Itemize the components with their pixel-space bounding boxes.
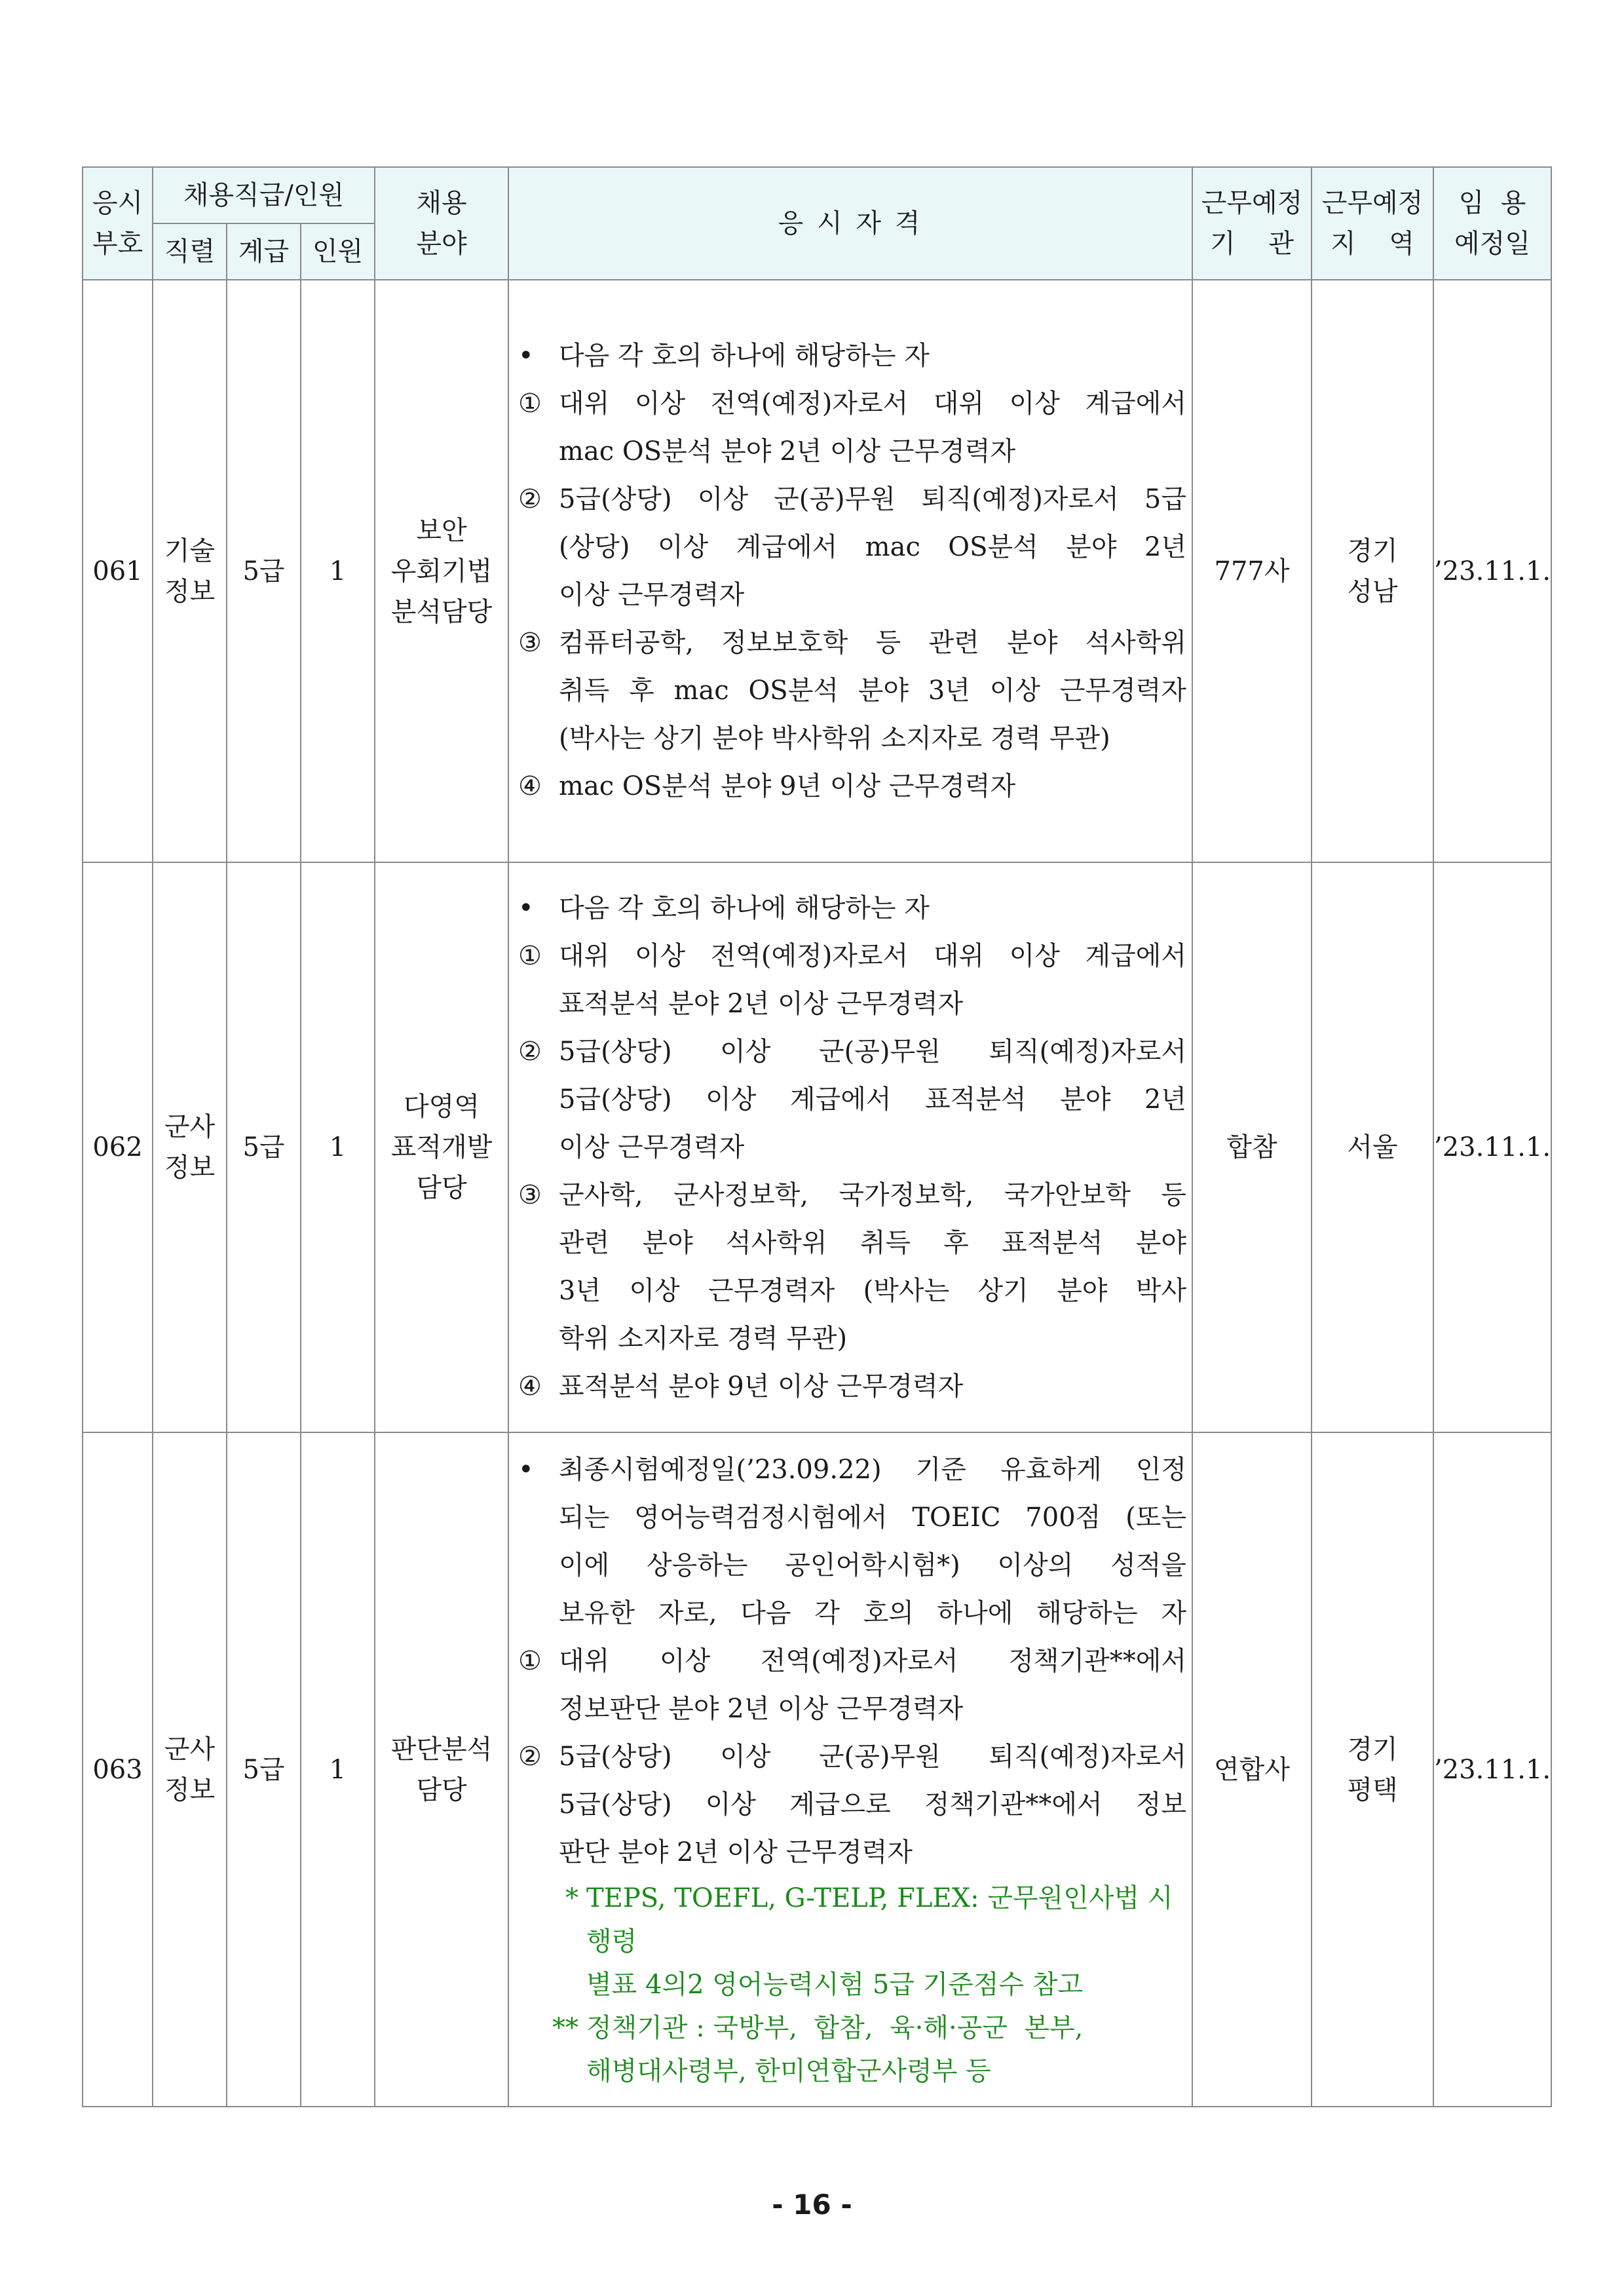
qual-item: ① 대위 이상 전역(예정)자로서 정책기관**에서 (518, 1646, 1187, 1676)
qual-item: • 다음 각 호의 하나에 해당하는 자 (518, 892, 930, 923)
org: 777사 (1192, 280, 1312, 862)
header-region: 근무예정 지 역 (1312, 167, 1433, 280)
headcount: 1 (301, 862, 375, 1432)
region: 서울 (1312, 862, 1433, 1432)
qual-item: ④ 표적분석 분야 9년 이상 근무경력자 (518, 1371, 964, 1402)
qual-item: ③ 컴퓨터공학, 정보보호학 등 관련 분야 석사학위 (518, 627, 1187, 658)
header-exam-no: 응시 부호 (83, 167, 153, 280)
grade: 5급 (227, 1432, 301, 2107)
qual-item: ④ mac OS분석 분야 9년 이상 근무경력자 (518, 771, 1016, 801)
headcount: 1 (301, 280, 375, 862)
table-row (83, 862, 1551, 1432)
region: 경기 성남 (1312, 280, 1433, 862)
table-row (83, 280, 1551, 862)
header-grade: 계급 (227, 223, 301, 280)
field: 보안 우회기법 분석담당 (375, 280, 508, 862)
qual-item: • 다음 각 호의 하나에 해당하는 자 (518, 340, 930, 371)
appoint-date: ’23.11.1. (1433, 280, 1551, 862)
series: 군사 정보 (153, 862, 227, 1432)
appoint-date: ’23.11.1. (1433, 1432, 1551, 2107)
field: 판단분석 담당 (375, 1432, 508, 2107)
footnote-language-tests: * TEPS, TOEFL, G-TELP, FLEX: 군무원인사법 시행령 별표 4의2 영어능력시험 5급 기준점수 참고 (565, 1883, 1173, 2000)
region: 경기 평택 (1312, 1432, 1433, 2107)
header-org: 근무예정 기 관 (1192, 167, 1312, 280)
org: 연합사 (1192, 1432, 1312, 2107)
field: 다영역 표적개발 담당 (375, 862, 508, 1432)
header-headcount: 인원 (301, 223, 375, 280)
qual-item: ② 5급(상당) 이상 군(공)무원 퇴직(예정)자로서 (518, 1742, 1187, 1772)
qualification: • 다음 각 호의 하나에 해당하는 자 ① 대위 이상 전역(예정)자로서 대위 이상 계급에서 표적분석 분야 2년 이상 근무경력자 ② 5급(상당) 이상 군(공)무원 퇴직(예정)자로서 5급(상당) 이상 계급에서 표적분석 분야 2년 이상 근무경력자 ③ 군사학, 군사정보학, 국가정보학, 국가안보학 등 관련 분야 석사학위 취득 후 표적분석 분야 3년 이상 근무경력자 (박사는 상기 분야 박사 학위 소지자로 경력 무관) ④ 표적분석 분야 9년 이상 근무경력자 (508, 862, 1192, 1432)
series: 기술 정보 (153, 280, 227, 862)
header-series: 직렬 (153, 223, 227, 280)
series: 군사 정보 (153, 1432, 227, 2107)
qual-item: ② 5급(상당) 이상 군(공)무원 퇴직(예정)자로서 5급 (518, 484, 1187, 514)
org: 합참 (1192, 862, 1312, 1432)
header-field: 채용 분야 (375, 167, 508, 280)
recruitment-table (82, 166, 1552, 2107)
header-position-group: 채용직급/인원 (153, 167, 375, 223)
qual-item: ① 대위 이상 전역(예정)자로서 대위 이상 계급에서 (518, 940, 1187, 971)
qualification: • 다음 각 호의 하나에 해당하는 자 ① 대위 이상 전역(예정)자로서 대위 이상 계급에서 mac OS분석 분야 2년 이상 근무경력자 ② 5급(상당) 이상 군(공)무원 퇴직(예정)자로서 5급 (상당) 이상 계급에서 mac OS분석 분야 2년 이상 근무경력자 ③ 컴퓨터공학, 정보보호학 등 관련 분야 석사학위 취득 후 mac OS분석 분야 3년 이상 근무경력자 (박사는 상기 분야 박사학위 소지자로 경력 무관) ④ mac OS분석 분야 9년 이상 근무경력자 (508, 280, 1192, 862)
appoint-date: ’23.11.1. (1433, 862, 1551, 1432)
exam-no: 062 (83, 862, 153, 1432)
qual-item: ③ 군사학, 군사정보학, 국가정보학, 국가안보학 등 (518, 1179, 1187, 1210)
qualification: • 최종시험예정일(’23.09.22) 기준 유효하게 인정 되는 영어능력검정시험에서 TOEIC 700점 (또는 이에 상응하는 공인어학시험*) 이상의 성적을 보유한 자로, 다음 각 호의 하나에 해당하는 자 ① 대위 이상 전역(예정)자로서 정책기관**에서 정보판단 분야 2년 이상 근무경력자 ② 5급(상당) 이상 군(공)무원 퇴직(예정)자로서 5급(상당) 이상 계급으로 정책기관**에서 정보 판단 분야 2년 이상 근무경력자 * TEPS, TOEFL, G-TELP, FLEX: 군무원인사법 시행령 별표 4의2 영어능력시험 5급 기준점수 참고 ** 정책기관 : 국방부, 합참, 육·해·공군 본부, 해병대사령부, 한미연합군사령부 등 (508, 1432, 1192, 2107)
exam-no: 061 (83, 280, 153, 862)
header-qualification: 응 시 자 격 (508, 167, 1192, 280)
qual-item: ① 대위 이상 전역(예정)자로서 대위 이상 계급에서 (518, 388, 1187, 419)
page-number: - 16 - (772, 2189, 852, 2221)
qual-item: • 최종시험예정일(’23.09.22) 기준 유효하게 인정 (518, 1455, 1187, 1485)
exam-no: 063 (83, 1432, 153, 2107)
qual-item: ② 5급(상당) 이상 군(공)무원 퇴직(예정)자로서 (518, 1036, 1187, 1067)
footnote-policy-agencies: ** 정책기관 : 국방부, 합참, 육·해·공군 본부, 해병대사령부, 한미연합군사령부 등 (552, 2013, 1084, 2086)
grade: 5급 (227, 280, 301, 862)
header-appoint: 임 용 예정일 (1433, 167, 1551, 280)
grade: 5급 (227, 862, 301, 1432)
table-row (83, 1432, 1551, 2107)
headcount: 1 (301, 1432, 375, 2107)
